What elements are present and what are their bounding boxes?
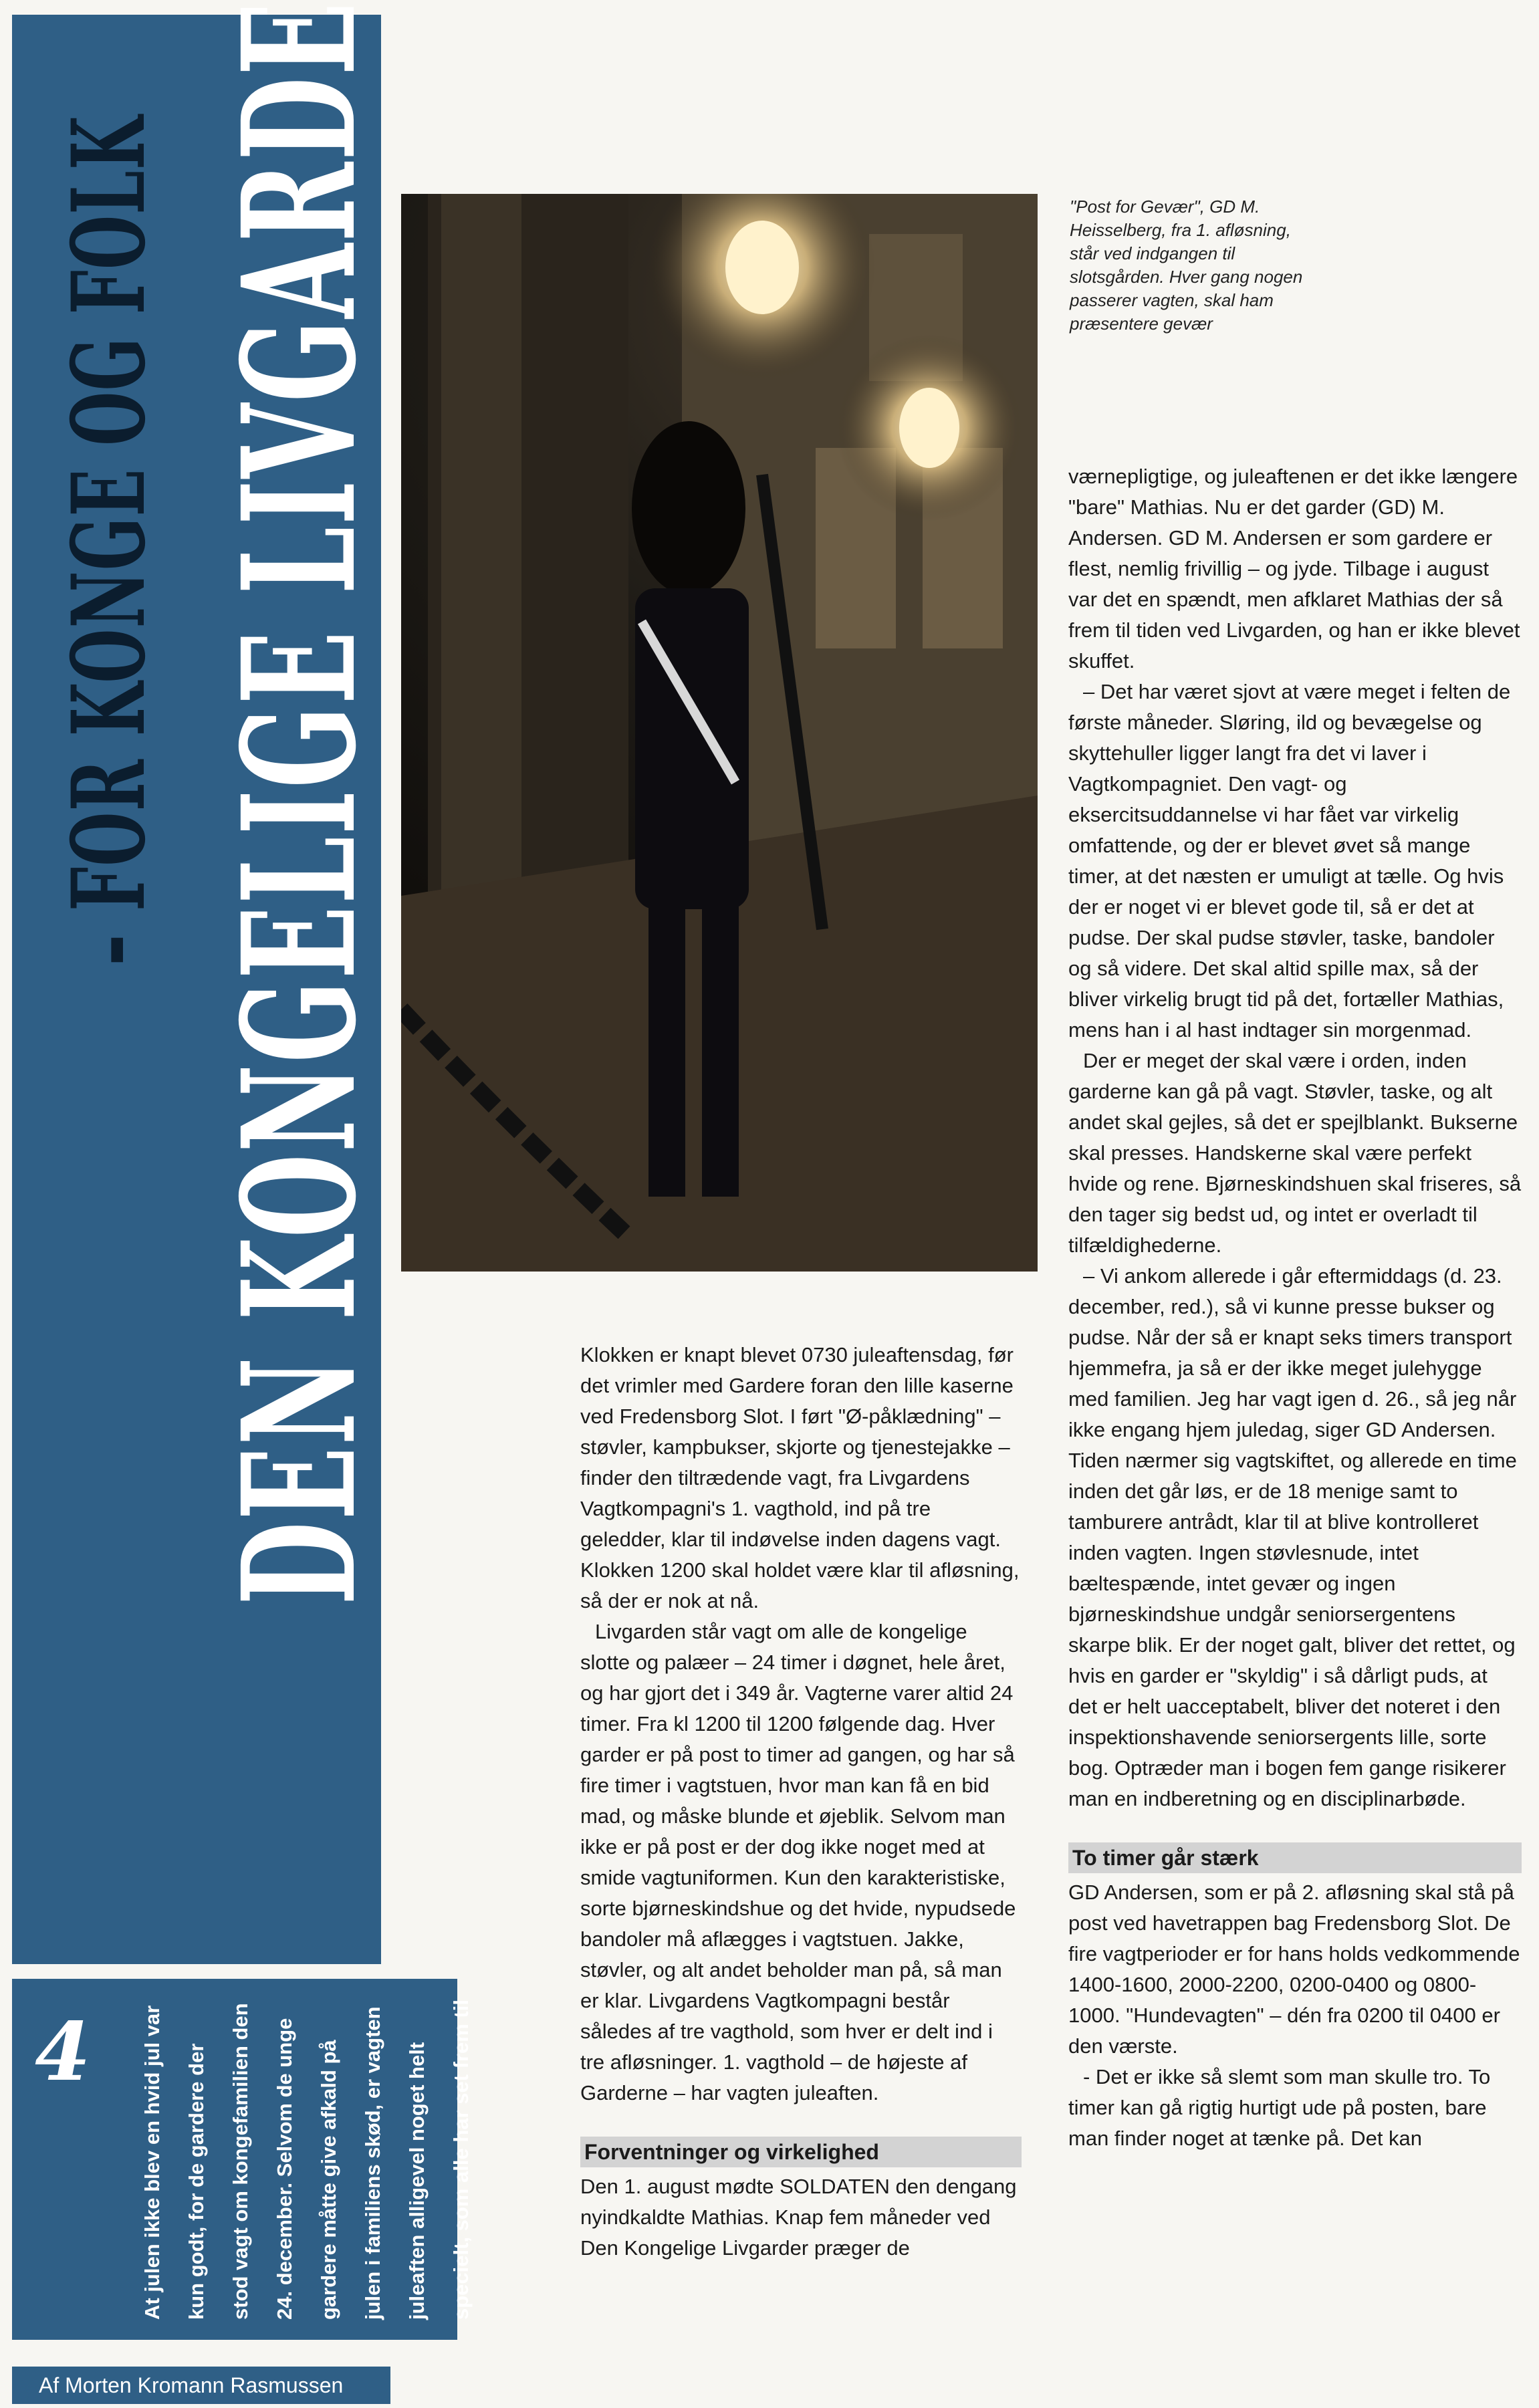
title-band	[12, 0, 390, 1964]
subheading-expectations: Forventninger og virkelighed	[580, 2137, 1022, 2167]
intro-text: At julen ikke blev en hvid jul var kun godt, for de gardere der stod vagt om kongefamilien den 24. december. Selvom de unge gardere måtte give afkald på julen i familiens skød, er vagten juleaften alligevel noget helt specielt, som alle har set frem til	[140, 2000, 473, 2320]
intro-text-rotated	[130, 1999, 473, 2320]
body-paragraph: Der er meget der skal være i orden, inden garderne kan gå på vagt. Støvler, taske, og alt andet skal gejles, så det er spejlblankt. Bukserne skal presses. Handskerne skal være perfekt hvide og rene. Bjørneskindshuen skal friseres, så den tager sig bedst ud, og intet er overladt til tilfældighederne.	[1068, 1049, 1522, 1257]
byline: Af Morten Kromann Rasmussen	[12, 2367, 390, 2404]
body-paragraph: værnepligtige, og juleaftenen er det ikke længere "bare" Mathias. Nu er det garder (GD) M. Andersen. GD M. Andersen er som gardere er flest, nemlig frivillig – og jyde. Tilbage i august var det en spændt, men afklaret Mathias der så frem til tiden ved Livgarden, og han er ikke blevet skuffet.	[1068, 465, 1520, 673]
body-column-left	[580, 1340, 1022, 2264]
title-rotated	[21, 0, 396, 1973]
body-paragraph: Klokken er knapt blevet 0730 juleaftensdag, før det vrimler med Gardere foran den lille kaserne ved Fredensborg Slot. I ført "Ø-påklædning" – støvler, kampbukser, skjorte og tjenestejakke – finder den tiltrædende vagt, fra Livgardens Vagtkompagni's 1. vagthold, ind på tre geledder, klar til indøvelse inden dagens vagt. Klokken 1200 skal holdet være klar til afløsning, så der er nok at nå.	[580, 1343, 1020, 1612]
body-paragraph: GD Andersen, som er på 2. afløsning skal stå på post ved havetrappen bag Fredensborg Slot. De fire vagtperioder er for hans holds vedkommende 1400-1600, 2000-2200, 0200-0400 og 0800-1000. "Hundevagten" – dén fra 0200 til 0400 er den værste.	[1068, 1881, 1520, 2058]
page-number: 4	[35, 2005, 91, 2099]
body-paragraph: Tiden nærmer sig vagtskiftet, og allerede en time inden det går løs, er de 18 menige samt to tamburere antrådt, klar til at blive kontrolleret inden vagten. Ingen støvlesnude, intet bæltespænde, intet gevær og ingen bjørneskindshue undgår seniorsergentens skarpe blik. Er der noget galt, bliver det rettet, og hvis en garder er "skyldig" i så dårligt puds, at det er helt uacceptabelt, bliver det noteret i den inspektionshavende seniorsergents lille, sorte bog. Optræder man i bogen fem gange risikerer man en indberetning og en disciplinarbøde.	[1068, 1449, 1517, 1810]
body-paragraph: Den 1. august mødte SOLDATEN den dengang nyindkaldte Mathias. Knap fem måneder ved Den Kongelige Livgarder præger de	[580, 2175, 1017, 2260]
photo-caption	[1070, 195, 1324, 336]
guard-photo-illustration	[401, 194, 1038, 1272]
subheading-two-hours: To timer går stærk	[1068, 1842, 1522, 1873]
body-paragraph: - Det er ikke så slemt som man skulle tro. To timer kan gå rigtig hurtigt ude på posten, bare man finder noget at tænke på. Det kan	[1068, 2065, 1491, 2150]
article-title: DEN KONGELIGE LIVGARDE	[208, 0, 390, 1605]
body-paragraph: – Vi ankom allerede i går eftermiddags (d. 23. december, red.), så vi kunne presse bukser og pudse. Når der så er knapt seks timers transport hjemmefra, ja så er der ikke meget julehygge med familien. Jeg har vagt igen d. 26., så jeg når ikke engang hjem juledag, siger GD Andersen.	[1068, 1264, 1517, 1441]
body-column-right	[1068, 461, 1522, 2154]
photo-caption-text: "Post for Gevær", GD M. Heisselberg, fra 1. afløsning, står ved indgangen til slotsgården. Hver gang nogen passerer vagten, skal ham præsentere gevær	[1070, 197, 1303, 334]
body-paragraph: Livgarden står vagt om alle de kongelige slotte og palæer – 24 timer i døgnet, hele året, og har gjort det i 349 år. Vagterne varer altid 24 timer. Fra kl 1200 til 1200 følgende dag. Hver garder er på post to timer ad gangen, og har så fire timer i vagtstuen, hvor man kan få en bid mad, og måske blunde et øjeblik. Selvom man ikke er på post er der dog ikke noget med at smide vagtuniformen. Kun den karakteristiske, sorte bjørneskindshue og det hvide, nypudsede bandoler må aflægges i vagtstuen. Jakke, støvler, og alt andet beholder man på, så man er klar. Livgardens Vagtkompagni består således af tre vagthold, som hver er delt ind i tre afløsninger. 1. vagthold – de højeste af Garderne – har vagten juleaften.	[580, 1620, 1016, 2104]
body-paragraph: – Det har været sjovt at være meget i felten de første måneder. Sløring, ild og bevægelse og skyttehuller ligger langt fra det vi laver i Vagtkompagniet. Den vagt- og eksercitsuddannelse vi har fået var virkelig omfattende, og der er blevet øvet så mange timer, at det næsten er umuligt at tælle. Og hvis der er noget vi er blevet gode til, så er det at pudse. Der skal pudse støvler, taske, bandoler og så videre. Det skal altid spille max, så der bliver virkelig brugt tid på det, fortæller Mathias, mens han i al hast indtager sin morgenmad.	[1068, 680, 1511, 1042]
photo-guard-night	[401, 194, 1038, 1272]
article-subtitle: – FOR KONGE OG FOLK	[50, 115, 168, 966]
